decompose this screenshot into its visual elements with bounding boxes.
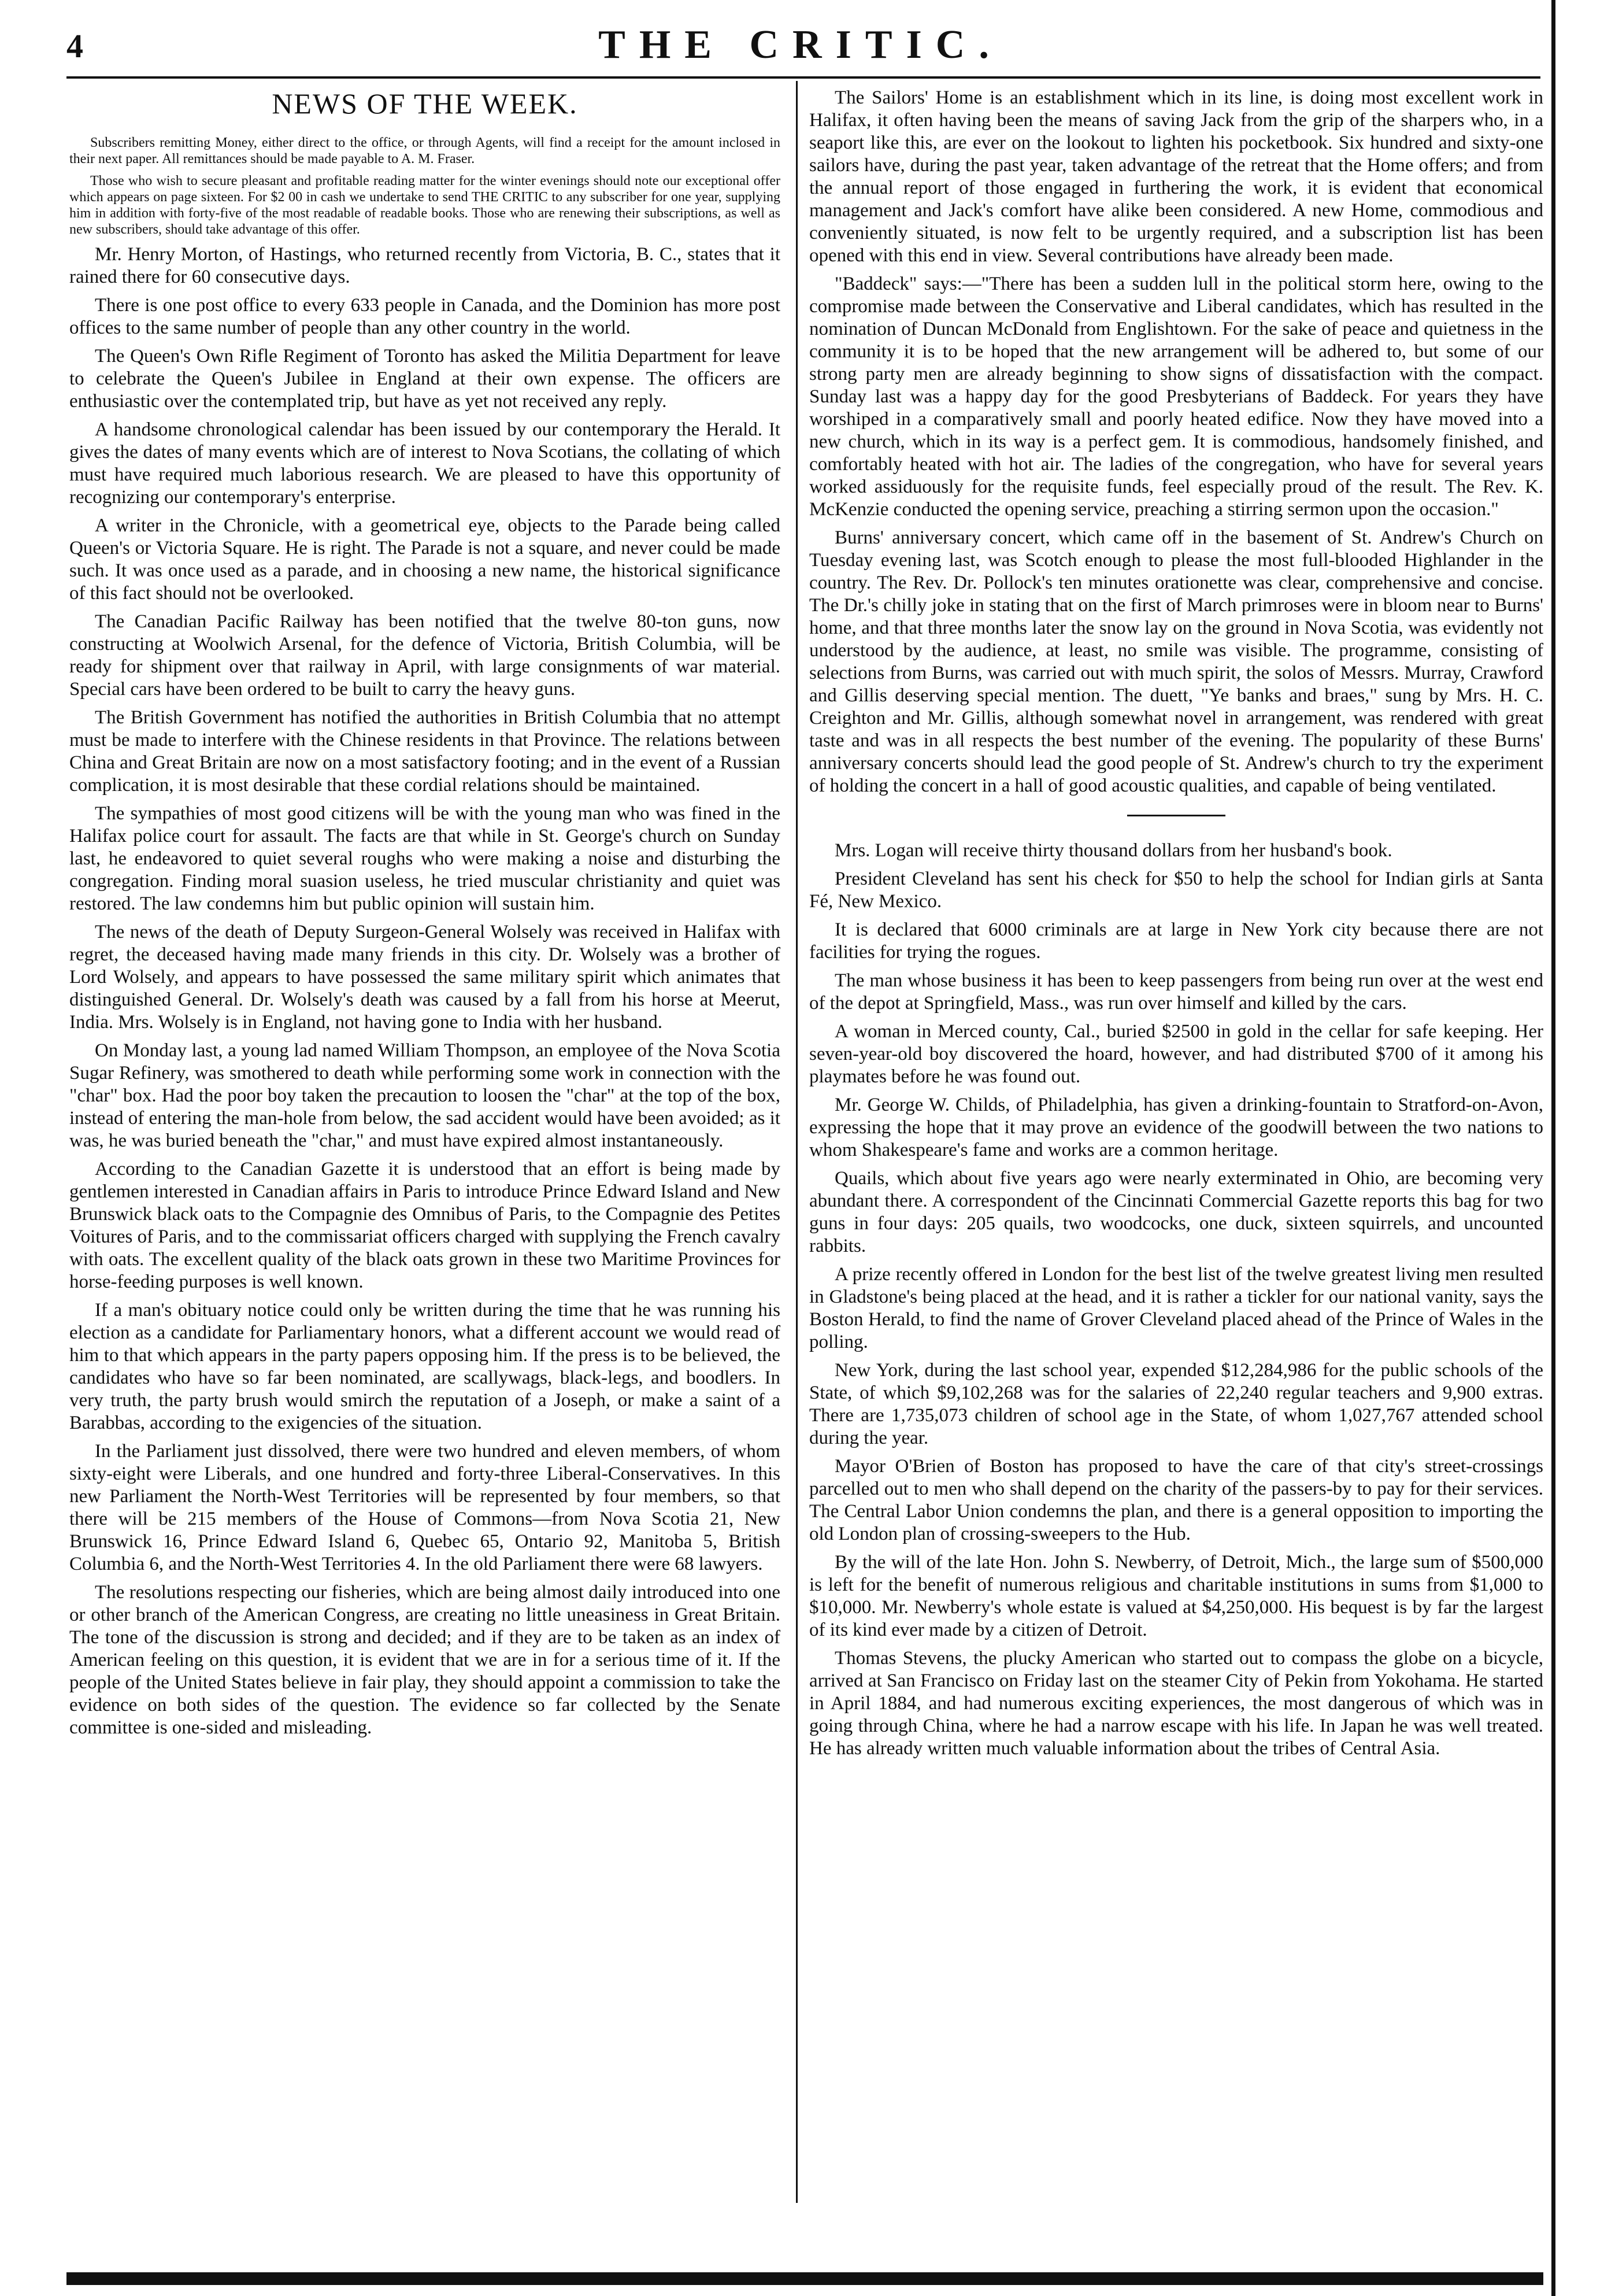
news-paragraph: The British Government has notified the authorities in British Columbia that no attempt must be made to interfere with the Chinese residents in that Province. The relations between China and Great Britain are now on a most satisfactory footing; and in the event of a Russian complication, it is most desirable that these cordial relations should be maintained. [69,707,780,796]
news-paragraph: Mayor O'Brien of Boston has proposed to have the care of that city's street-crossings parcelled out to men who shall depend on the charity of the passers-by to pay for their services. The Central Labor Union condemns the plan, and there is a general opposition to importing the old London plan of crossing-sweepers to the Hub. [809,1456,1543,1544]
news-paragraph: The resolutions respecting our fisheries, which are being almost daily introduced into one or other branch of the American Congress, are creating no little uneasiness in Great Britain. The tone of the discussion is strong and decided; and if they are to be taken as an index of American feeling on this question, it is evident that we are in for a serious time of it. If the people of the United States believe in fair play, they should appoint a commission to take the evidence on both sides of the question. The evidence so far collected by the Senate committee is one-sided and misleading. [69,1582,780,1738]
header-rule [66,76,1540,79]
news-paragraph: The sympathies of most good citizens will be with the young man who was fined in the Halifax police court for assault. The facts are that while in St. George's church on Sunday last, he endeavored to quiet several roughs who were making a noise and disturbing the congregation. Finding moral suasion useless, he tried muscular christianity and quiet was restored. The law condemns him but public opinion will sustain him. [69,803,780,914]
news-paragraph: According to the Canadian Gazette it is understood that an effort is being made by gentlemen interested in Canadian affairs in Paris to introduce Prince Edward Island and New Brunswick black oats to the Compagnie des Omnibus of Paris, to the Compagnie des Petites Voitures of Paris, and to the commissariat officers charged with supplying the French cavalry with oats. The excellent quality of the black oats grown in these two Maritime Provinces for horse-feeding purposes is well known. [69,1159,780,1292]
news-paragraph: If a man's obituary notice could only be written during the time that he was running his election as a candidate for Parliamentary honors, what a different account we would read of him to that which appears in the party papers opposing him. If the press is to be believed, the candidates who have so far been nominated, are scallywags, black-legs, and boodlers. In very truth, the party brush would smirch the reputation of a Joseph, or make a saint of a Barabbas, according to the exigencies of the situation. [69,1300,780,1433]
page-edge-rule [1551,0,1555,2296]
section-separator [1127,815,1225,816]
section-title: NEWS OF THE WEEK. [272,87,578,120]
notice-paragraph: Those who wish to secure pleasant and profitable reading matter for the winter evenings should note our exceptional offer which appears on page sixteen. For $2 00 in cash we undertake to send THE CRITIC to any subscriber for one year, supplying him in addition with forty-five of the most readable of readable books. Those who are renewing their subscriptions, as well as new subscribers, should take advantage of this offer. [69,173,780,237]
news-paragraph: The Queen's Own Rifle Regiment of Toronto has asked the Militia Department for leave to celebrate the Queen's Jubilee in England at their own expense. The officers are enthusiastic over the contemplated trip, but have as yet not received any reply. [69,346,780,412]
news-paragraph: New York, during the last school year, expended $12,284,986 for the public schools of the State, of which $9,102,268 was for the salaries of 22,240 regular teachers and 9,900 extras. There are 1,735,073 children of school age in the State, of whom 1,027,767 attended school during the year. [809,1360,1543,1448]
page-header [66,22,1535,74]
news-paragraph: A prize recently offered in London for the best list of the twelve greatest living men resulted in Gladstone's being placed at the head, and it is rather a tickler for our national vanity, says the Boston Herald, to find the name of Grover Cleveland placed ahead of the Prince of Wales in the polling. [809,1264,1543,1352]
news-paragraph: Burns' anniversary concert, which came off in the basement of St. Andrew's Church on Tuesday evening last, was Scotch enough to please the most full-blooded Highlander in the country. The Rev. Dr. Pollock's ten minutes orationette was clear, comprehensive and concise. The Dr.'s chilly joke in stating that on the first of March primroses were in bloom near to Burns' home, and that three months later the snow lay on the ground in Nova Scotia, was evidently not understood by the audience, at least, no smile was visible. The programme, consisting of selections from Burns, was carried out with much spirit, the solos of Messrs. Murray, Crawford and Gillis deserving special mention. The duett, "Ye banks and braes," sung by Mrs. H. C. Creighton and Mr. Gillis, although somewhat novel in arrangement, was rendered with great taste and was in all respects the best number of the evening. The popularity of these Burns' anniversary concerts should lead the good people of St. Andrew's church to try the experiment of holding the concert in a hall of good acoustic qualities, and capable of being ventilated. [809,527,1543,796]
news-paragraph: A writer in the Chronicle, with a geometrical eye, objects to the Parade being called Queen's or Victoria Square. He is right. The Parade is not a square, and never could be made such. It was once used as a parade, and in choosing a new name, the historical significance of this fact should not be overlooked. [69,515,780,604]
news-paragraph: President Cleveland has sent his check for $50 to help the school for Indian girls at Santa Fé, New Mexico. [809,868,1543,912]
news-paragraph: Quails, which about five years ago were nearly exterminated in Ohio, are becoming very abundant there. A correspondent of the Cincinnati Commercial Gazette reports this bag for two guns in four days: 205 quails, two woodcocks, one duck, sixteen squirrels, and uncounted rabbits. [809,1168,1543,1256]
right-column [809,87,1543,1766]
news-paragraph: By the will of the late Hon. John S. Newberry, of Detroit, Mich., the large sum of $500,000 is left for the benefit of numerous religious and charitable institutions in sums from $1,000 to $10,000. Mr. Newberry's whole estate is valued at $4,250,000. His bequest is by far the largest of its kind ever made by a citizen of Detroit. [809,1552,1543,1640]
news-paragraph: Thomas Stevens, the plucky American who started out to compass the globe on a bicycle, arrived at San Francisco on Friday last on the steamer City of Pekin from Yokohama. He started in April 1884, and had numerous exciting experiences, the most dangerous of which was in going through China, where he had a narrow escape with his life. In Japan he was well treated. He has already written much valuable information about the tribes of Central Asia. [809,1648,1543,1759]
news-paragraph: The man whose business it has been to keep passengers from being run over at the west end of the depot at Springfield, Mass., was run over himself and killed by the cars. [809,970,1543,1014]
news-paragraph: There is one post office to every 633 people in Canada, and the Dominion has more post offices to the same number of people than any other country in the world. [69,295,780,338]
masthead: THE CRITIC. [598,23,1003,67]
news-paragraph: The Canadian Pacific Railway has been notified that the twelve 80-ton guns, now constructing at Woolwich Arsenal, for the defence of Victoria, British Columbia, will be ready for shipment over that railway in April, with large consignments of war material. Special cars have been ordered to be built to carry the heavy guns. [69,611,780,700]
news-paragraph: A handsome chronological calendar has been issued by our contemporary the Herald. It gives the dates of many events which are of interest to Nova Scotians, the collating of which must have required much laborious research. We are pleased to have this opportunity of recognizing our contemporary's enterprise. [69,419,780,508]
news-paragraph: The Sailors' Home is an establishment which in its line, is doing most excellent work in Halifax, it often having been the means of saving Jack from the grip of the sharpers who, in a seaport like this, are ever on the lookout to lighten his pocketbook. Six hundred and sixty-one sailors have, during the past year, taken advantage of the retreat that the Home offers; and from the annual report of those engaged in furthering the work, it is evident that economical management and Jack's comfort have alike been considered. A new Home, commodious and conveniently situated, is now felt to be urgently required, and a subscription list has been opened with this end in view. Several contributions have already been made. [809,87,1543,266]
column-divider [796,81,798,2203]
news-paragraph: A woman in Merced county, Cal., buried $2500 in gold in the cellar for safe keeping. Her seven-year-old boy discovered the hoard, however, and had distributed $700 of it among his playmates before he was found out. [809,1021,1543,1087]
news-paragraph: The news of the death of Deputy Surgeon-General Wolsely was received in Halifax with regret, the deceased having made many friends in this city. Dr. Wolsely was a brother of Lord Wolsely, and appears to have possessed the same military spirit which animates that distinguished General. Dr. Wolsely's death was caused by a fall from his horse at Meerut, India. Mrs. Wolsely is in England, not having gone to India with her husband. [69,922,780,1033]
left-column [69,87,780,1745]
news-paragraph: Mr. George W. Childs, of Philadelphia, has given a drinking-fountain to Stratford-on-Avon, expressing the hope that it may prove an evidence of the goodwill between the two nations to whom Shakespeare's fame and works are a common heritage. [809,1095,1543,1160]
news-paragraph: Mrs. Logan will receive thirty thousand dollars from her husband's book. [835,840,1392,861]
notice-paragraph: Subscribers remitting Money, either direct to the office, or through Agents, will find a receipt for the amount inclosed in their next paper. All remittances should be made payable to A. M. Fraser. [69,135,780,167]
subscriber-notices [69,135,780,238]
news-paragraph: In the Parliament just dissolved, there were two hundred and eleven members, of whom sixty-eight were Liberals, and one hundred and forty-three Liberal-Conservatives. In this new Parliament the North-West Territories will be represented by four members, so that there will be 215 members of the House of Commons—from Nova Scotia 21, New Brunswick 16, Prince Edward Island 6, Quebec 65, Ontario 92, Manitoba 5, British Columbia 6, and the North-West Territories 4. In the old Parliament there were 68 lawyers. [69,1441,780,1574]
news-paragraph: "Baddeck" says:—"There has been a sudden lull in the political storm here, owing to the compromise made between the Conservative and Liberal candidates, which has resulted in the nomination of Duncan McDonald from Englishtown. For the sake of peace and quietness in the community it is to be hoped that the new arrangement will be adhered to, but some of our strong party men are already beginning to show signs of dissatisfaction with the compact. Sunday last was a happy day for the good Presbyterians of Baddeck. For years they have worshiped in a comparatively small and poorly heated edifice. Now they have moved into a new church, which in its way is a perfect gem. It is commodious, handsomely finished, and comfortably heated with hot air. The ladies of the congregation, who have for several years worked assiduously for the requisite funds, feel especially proud of the result. The Rev. K. McKenzie conducted the opening service, preaching a stirring sermon upon the occasion." [809,273,1543,520]
news-paragraph: On Monday last, a young lad named William Thompson, an employee of the Nova Scotia Sugar Refinery, was smothered to death while performing some work in connection with the "char" box. Had the poor boy taken the precaution to loosen the "char" at the top of the box, instead of entering the man-hole from below, the sad accident would have been avoided; as it was, he was buried beneath the "char," and must have expired almost instantaneously. [69,1040,780,1151]
news-paragraph: It is declared that 6000 criminals are at large in New York city because there are not facilities for trying the rogues. [809,919,1543,963]
news-paragraph: Mr. Henry Morton, of Hastings, who returned recently from Victoria, B. C., states that it rained there for 60 consecutive days. [69,244,780,287]
page-number: 4 [66,27,83,65]
footer-rule [66,2272,1543,2285]
